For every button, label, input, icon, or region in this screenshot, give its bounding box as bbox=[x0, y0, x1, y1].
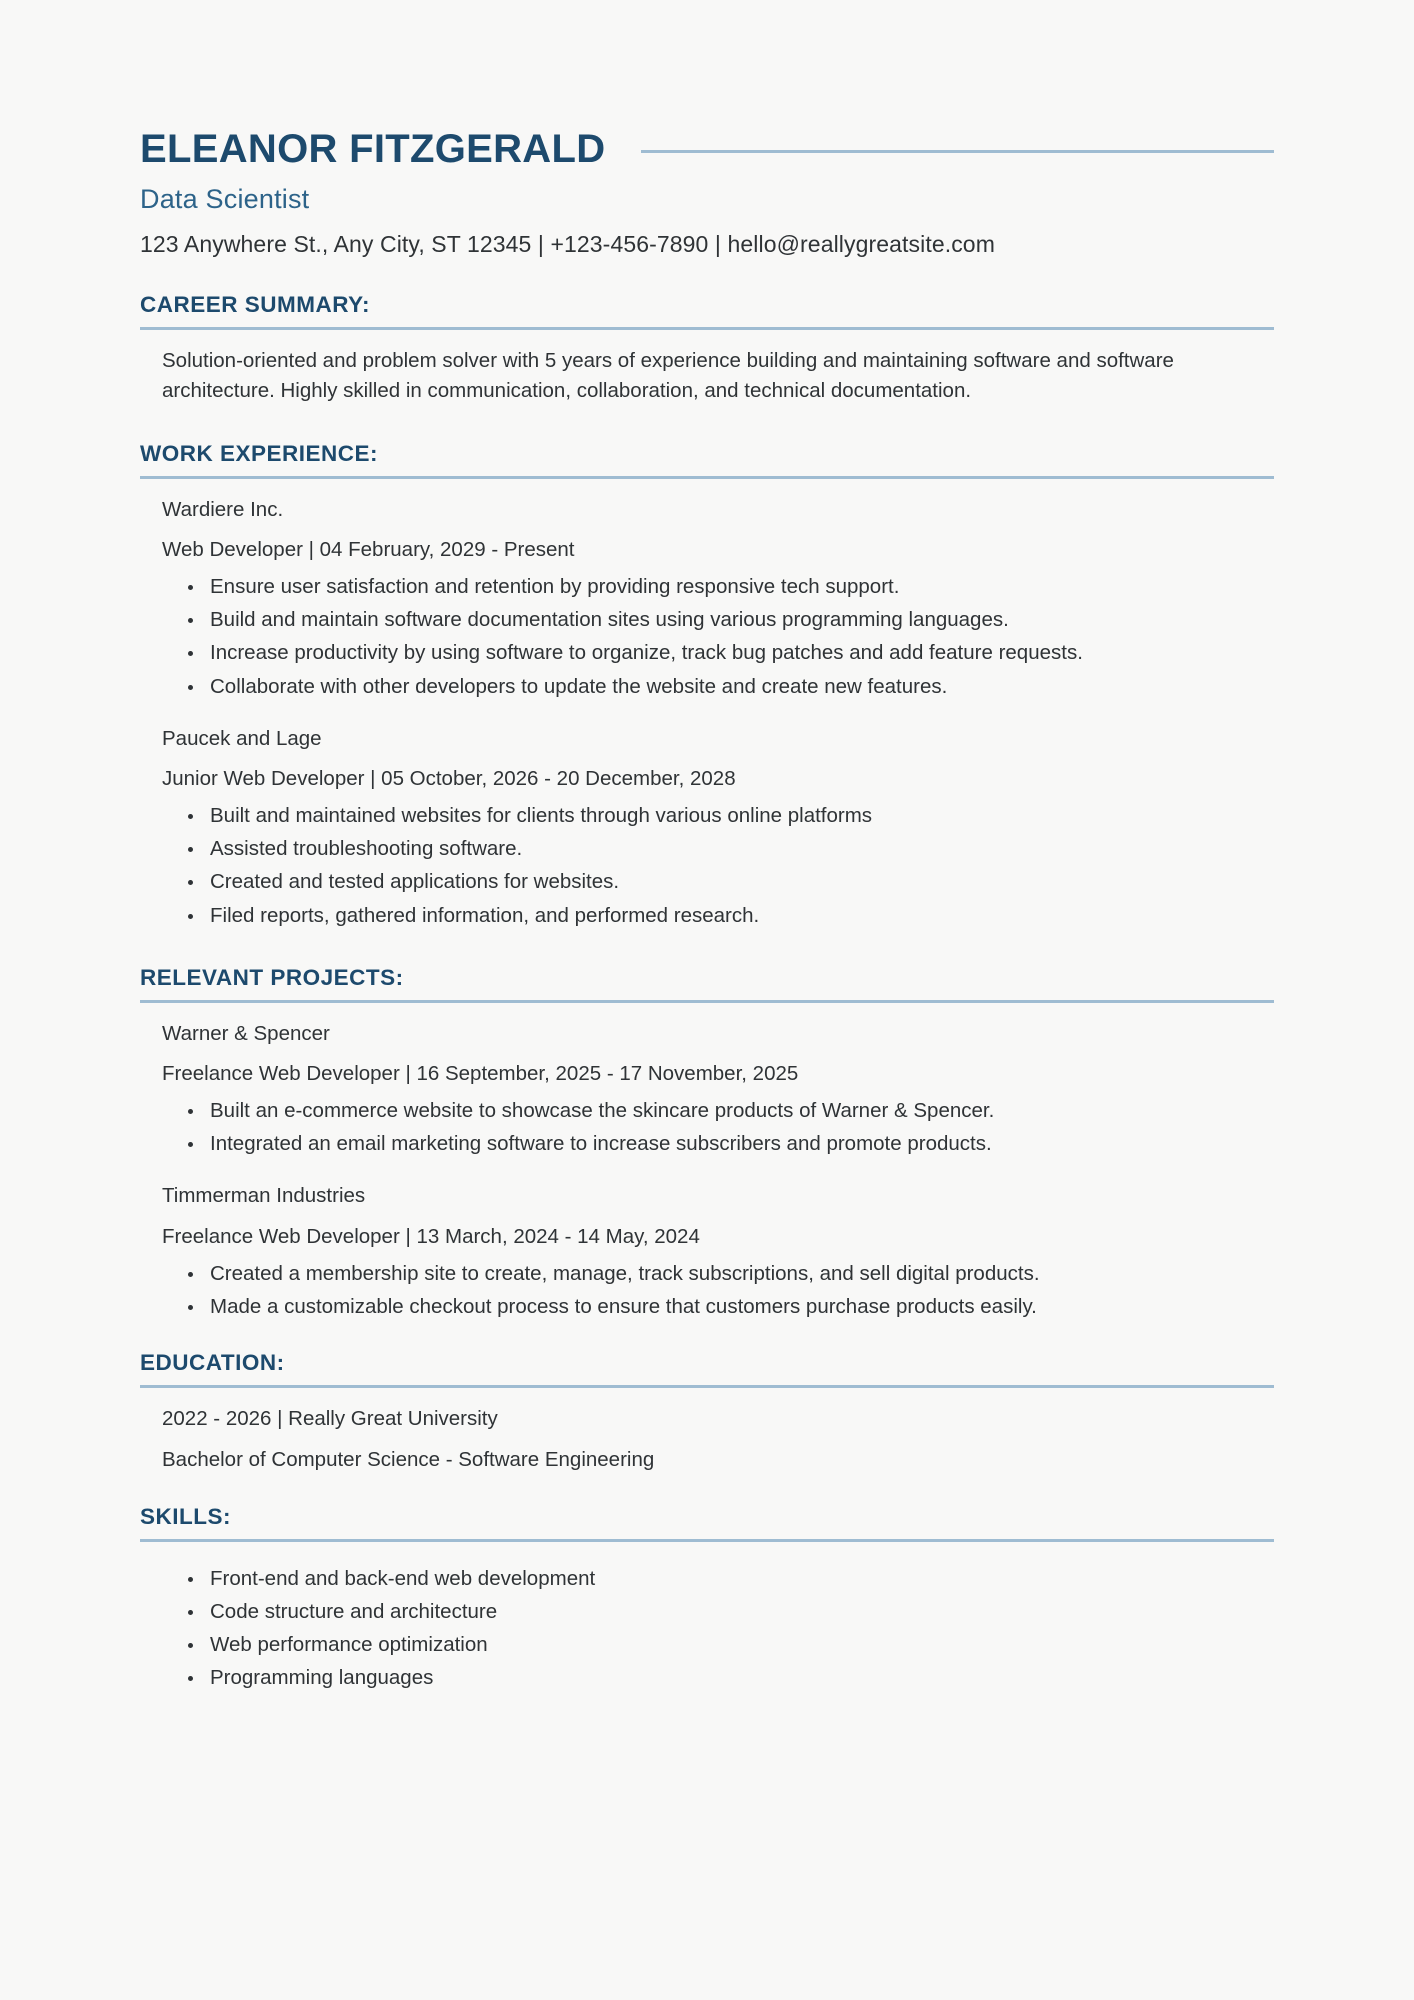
section-education bbox=[140, 1350, 1274, 1476]
section-body-relevant-projects bbox=[140, 1003, 1274, 1323]
work-entry bbox=[162, 724, 1274, 931]
section-work-experience bbox=[140, 441, 1274, 931]
section-title-relevant-projects: RELEVANT PROJECTS: bbox=[140, 964, 404, 990]
project-entry bbox=[162, 1019, 1274, 1160]
section-title-skills: SKILLS: bbox=[140, 1503, 231, 1529]
entry-role-and-dates: Web Developer | 04 February, 2029 - Present bbox=[162, 538, 575, 562]
section-body-work-experience bbox=[140, 479, 1274, 931]
entry-role-and-dates: Junior Web Developer | 05 October, 2026 - 20 December, 2028 bbox=[162, 767, 736, 791]
section-title-career-summary: CAREER SUMMARY: bbox=[140, 292, 370, 317]
entry-bullet-list bbox=[162, 572, 1274, 702]
header-divider-rule bbox=[641, 150, 1274, 153]
education-dates-and-school: 2022 - 2026 | Really Great University bbox=[162, 1407, 498, 1431]
list-item: Collaborate with other developers to update the website and create new features. bbox=[210, 672, 1250, 702]
entry-organization: Warner & Spencer bbox=[162, 1021, 330, 1045]
contact-line: 123 Anywhere St., Any City, ST 12345 | +123-456-7890 | hello@reallygreatsite.com bbox=[140, 231, 995, 257]
education-degree: Bachelor of Computer Science - Software Engineering bbox=[162, 1447, 655, 1471]
career-summary-text: Solution-oriented and problem solver with 5 years of experience building and maintaining software and software architecture. Highly skilled in communication, collaboration, and technical documentation. bbox=[162, 349, 1174, 403]
entry-organization: Timmerman Industries bbox=[162, 1184, 366, 1208]
list-item: Increase productivity by using software to organize, track bug patches and add feature requests. bbox=[210, 638, 1250, 668]
section-title-education: EDUCATION: bbox=[140, 1350, 285, 1376]
skills-bullet-list bbox=[162, 1564, 1274, 1694]
project-entry bbox=[162, 1181, 1274, 1322]
list-item: Created a membership site to create, manage, track subscriptions, and sell digital products. bbox=[210, 1259, 1250, 1289]
list-item: Front-end and back-end web development bbox=[210, 1564, 1250, 1594]
list-item: Filed reports, gathered information, and performed research. bbox=[210, 901, 1250, 931]
list-item: Made a customizable checkout process to ensure that customers purchase products easily. bbox=[210, 1292, 1250, 1322]
entry-organization: Wardiere Inc. bbox=[162, 497, 284, 521]
resume-header bbox=[140, 0, 1274, 258]
entry-bullet-list bbox=[162, 801, 1274, 931]
section-relevant-projects bbox=[140, 965, 1274, 1323]
entry-organization: Paucek and Lage bbox=[162, 726, 322, 750]
entry-bullet-list bbox=[162, 1259, 1274, 1322]
entry-bullet-list bbox=[162, 1096, 1274, 1159]
section-body-career-summary bbox=[140, 330, 1274, 407]
list-item: Built an e-commerce website to showcase the skincare products of Warner & Spencer. bbox=[210, 1096, 1250, 1126]
name-row bbox=[140, 128, 1274, 170]
job-title: Data Scientist bbox=[140, 184, 310, 214]
list-item: Assisted troubleshooting software. bbox=[210, 834, 1250, 864]
section-title-work-experience: WORK EXPERIENCE: bbox=[140, 440, 379, 466]
section-body-education bbox=[140, 1388, 1274, 1476]
section-skills bbox=[140, 1504, 1274, 1694]
list-item: Web performance optimization bbox=[210, 1630, 1250, 1660]
candidate-name: ELEANOR FITZGERALD bbox=[140, 127, 606, 171]
list-item: Code structure and architecture bbox=[210, 1597, 1250, 1627]
list-item: Created and tested applications for websites. bbox=[210, 867, 1250, 897]
section-career-summary bbox=[140, 292, 1274, 407]
entry-role-and-dates: Freelance Web Developer | 16 September, 2025 - 17 November, 2025 bbox=[162, 1062, 799, 1086]
list-item: Programming languages bbox=[210, 1663, 1250, 1693]
list-item: Built and maintained websites for clients through various online platforms bbox=[210, 801, 1250, 831]
list-item: Ensure user satisfaction and retention by providing responsive tech support. bbox=[210, 572, 1250, 602]
work-entry bbox=[162, 495, 1274, 702]
section-body-skills bbox=[140, 1542, 1274, 1694]
list-item: Integrated an email marketing software to increase subscribers and promote products. bbox=[210, 1129, 1250, 1159]
entry-role-and-dates: Freelance Web Developer | 13 March, 2024 - 14 May, 2024 bbox=[162, 1225, 700, 1249]
list-item: Build and maintain software documentation sites using various programming languages. bbox=[210, 605, 1250, 635]
